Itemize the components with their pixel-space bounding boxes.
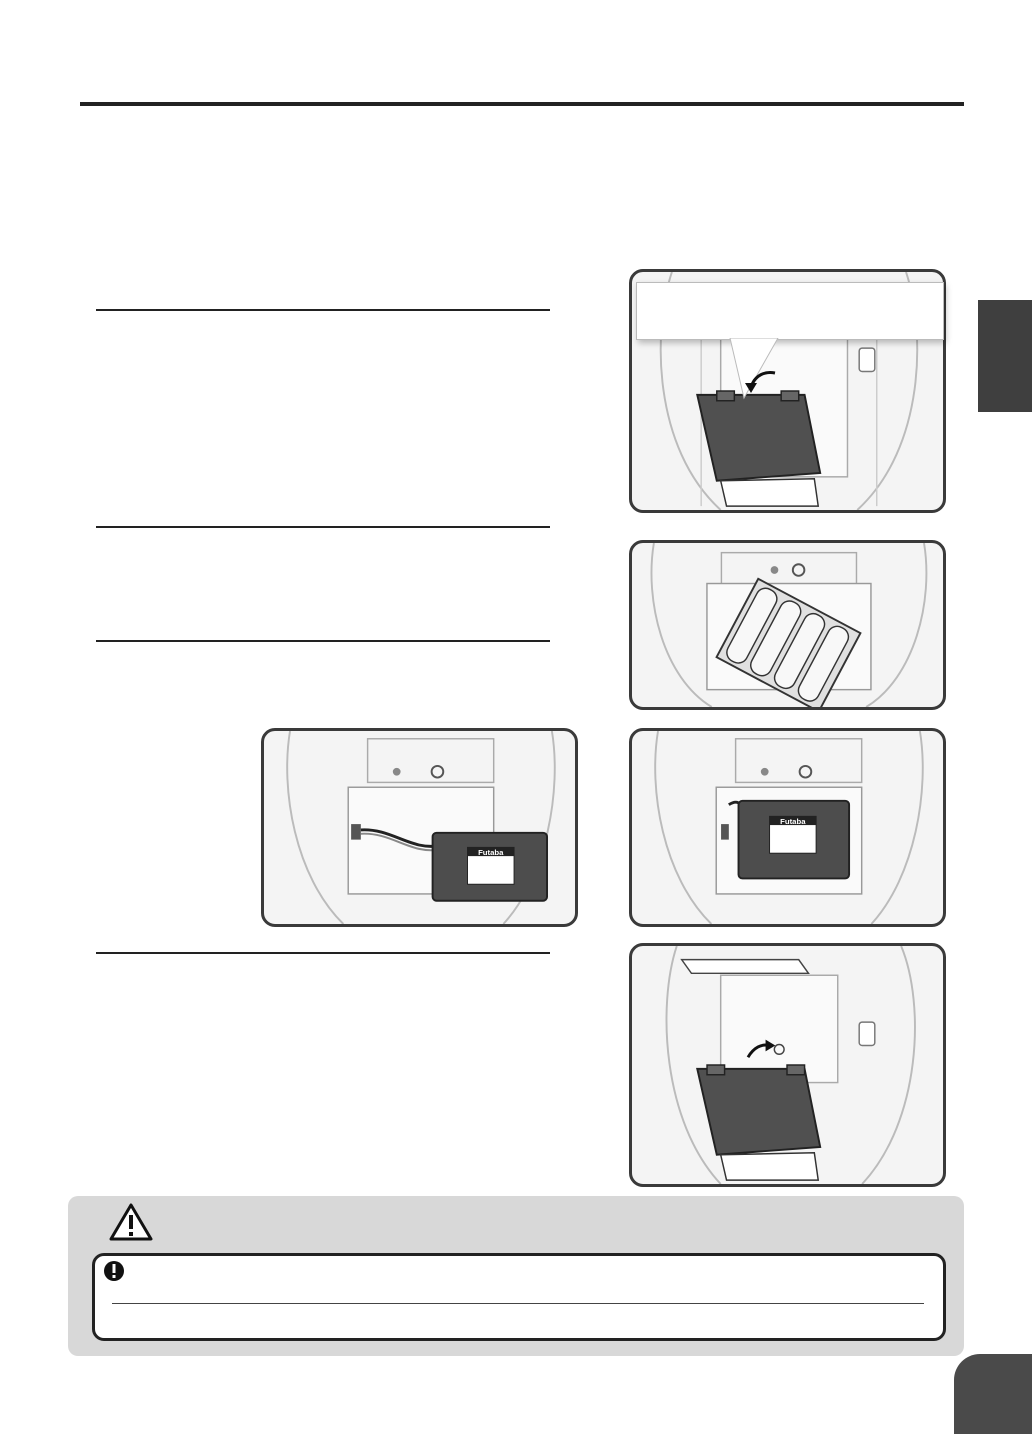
illustration-close-cover bbox=[629, 943, 946, 1187]
step-2-rule bbox=[96, 526, 550, 528]
warning-inner-box bbox=[92, 1253, 946, 1341]
open-arrow-icon bbox=[745, 367, 779, 395]
battery-brand-label-left: Futaba bbox=[478, 848, 504, 858]
illustration-connect-battery bbox=[261, 728, 578, 927]
callout-box bbox=[636, 282, 944, 340]
battery-brand-label-right: Futaba bbox=[780, 817, 806, 827]
illustration-dry-cell-battery-holder bbox=[629, 540, 946, 710]
header-rule bbox=[80, 102, 964, 106]
illustration-battery-installed bbox=[629, 728, 946, 927]
step-1-rule bbox=[96, 309, 550, 311]
exclamation-circle-icon bbox=[103, 1260, 125, 1282]
step-3-rule bbox=[96, 640, 550, 642]
warning-triangle-icon bbox=[108, 1202, 154, 1242]
step-4-rule bbox=[96, 952, 550, 954]
page-number-tab bbox=[954, 1354, 1032, 1434]
chapter-tab bbox=[978, 300, 1032, 412]
warning-separator bbox=[112, 1303, 924, 1304]
